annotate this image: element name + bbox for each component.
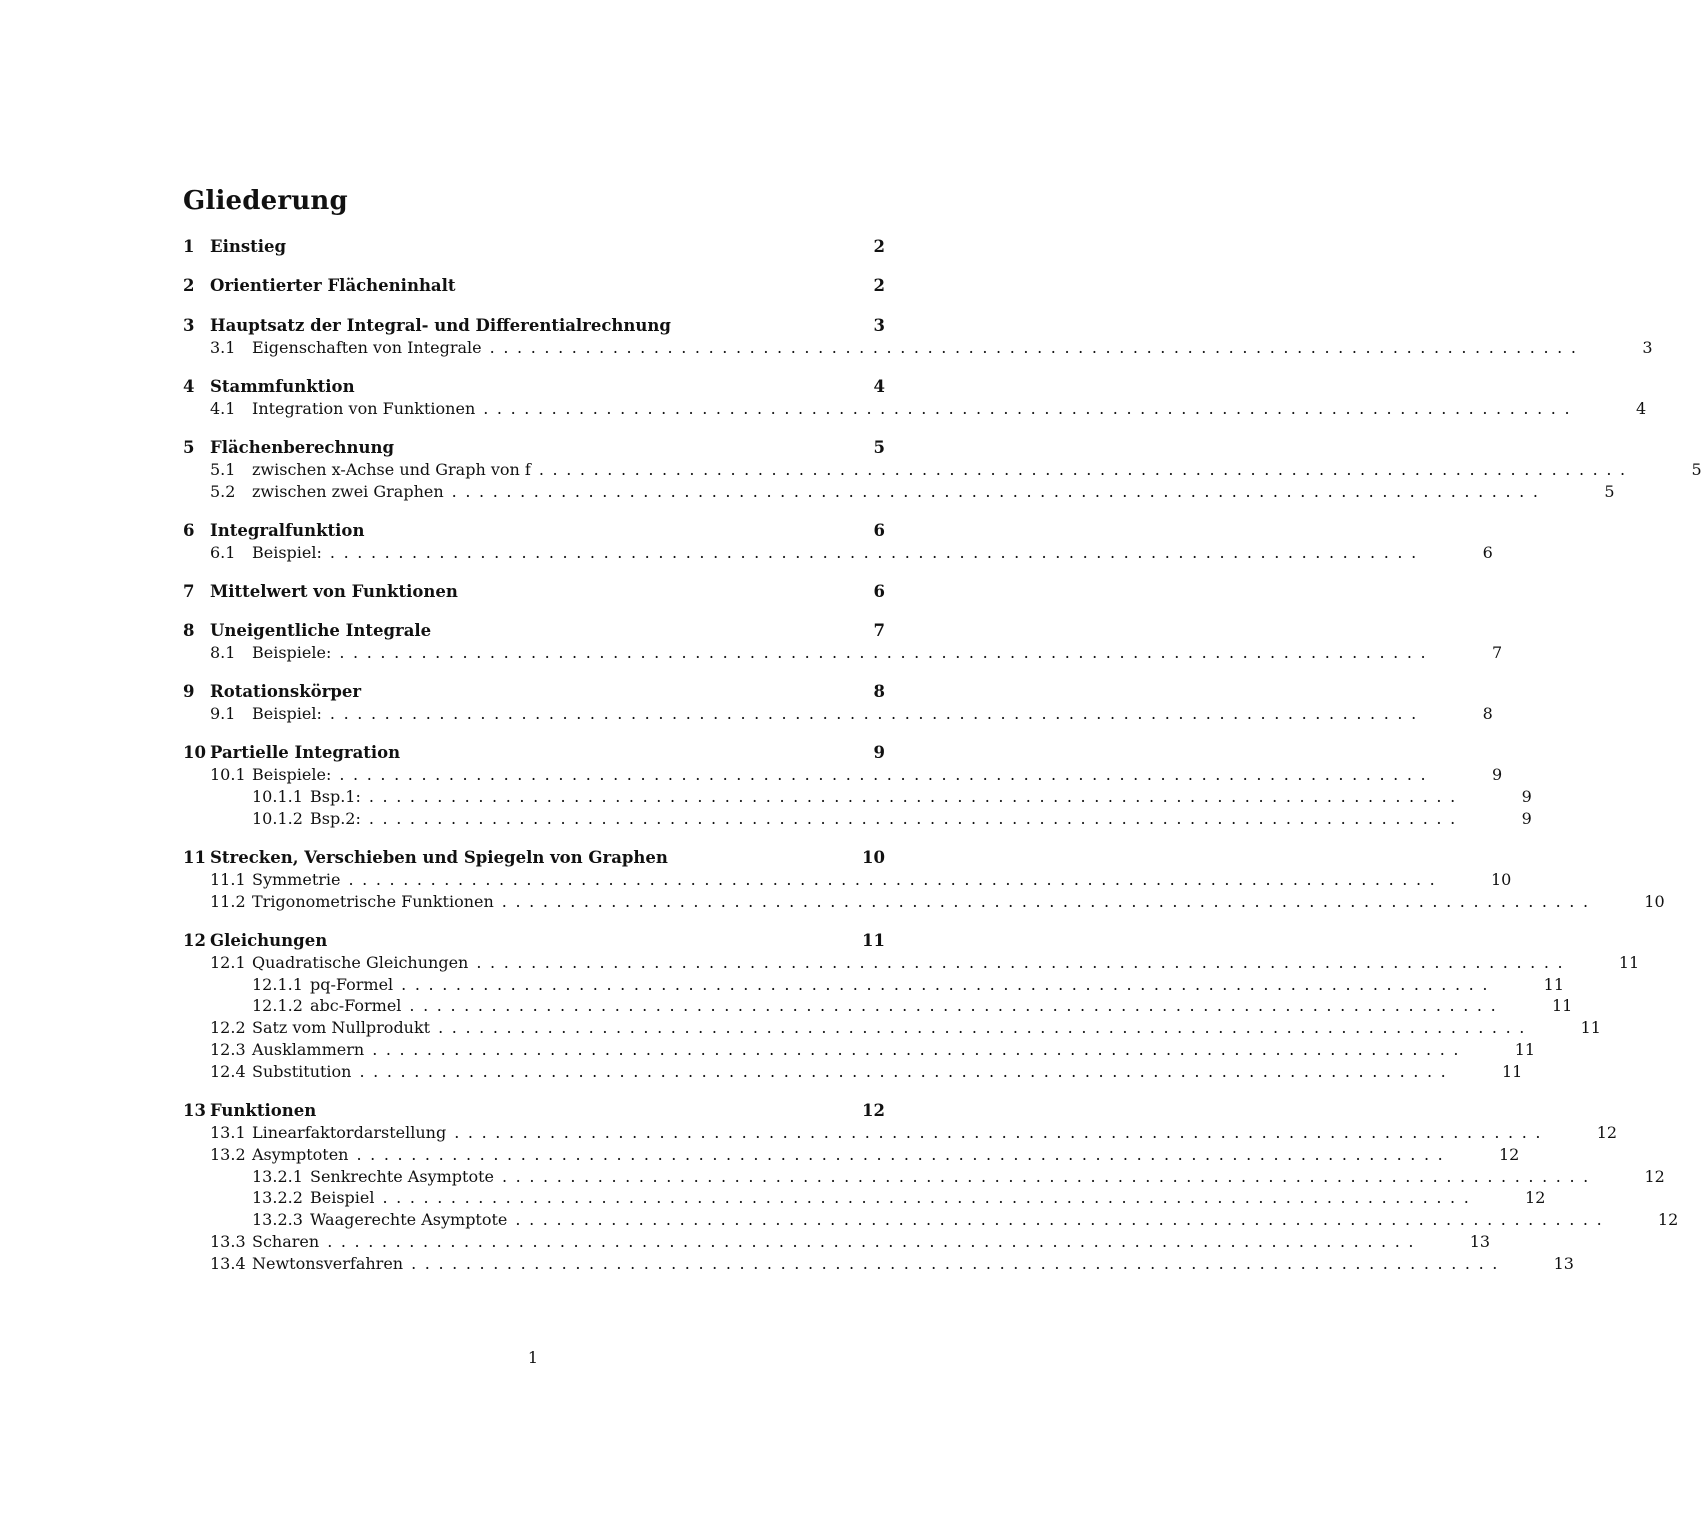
toc-subsection-title: pq-Formel (310, 974, 394, 994)
toc-subsection-title: Beispiel: (252, 704, 322, 724)
toc-gap (183, 502, 885, 519)
toc-section-1[interactable] (183, 236, 885, 258)
toc-subsection-13.2[interactable] (183, 1144, 1520, 1166)
toc-section-number: 1 (183, 237, 195, 256)
toc-section-title: Gleichungen (210, 930, 328, 950)
toc-subsection-number: 12.1 (210, 952, 246, 972)
toc-section-page: 2 (873, 237, 885, 256)
toc-subsection-number: 12.2 (210, 1018, 246, 1038)
toc-subsection-page: 13 (1469, 1231, 1491, 1251)
toc-dot-leader: ................................................................................ (339, 765, 1435, 785)
toc-section-title: Rotationskörper (210, 682, 362, 702)
toc-gap (183, 603, 885, 620)
toc-gap (183, 725, 885, 742)
toc-subsection-number: 10.1 (210, 765, 246, 785)
toc-section-title: Strecken, Verschieben und Spiegeln von Graphen (210, 847, 668, 867)
toc-section-number: 6 (183, 520, 195, 540)
toc-subsection-4.1[interactable] (183, 398, 1647, 420)
toc-section-number: 3 (183, 315, 195, 335)
toc-subsection-title: zwischen x-Achse und Graph von f (252, 459, 531, 479)
toc-subsection-3.1[interactable] (183, 337, 1653, 359)
toc-subsection-page: 10 (1644, 891, 1665, 911)
toc-section-number: 13 (183, 1100, 206, 1120)
toc-section-page: 7 (873, 621, 885, 641)
toc-section-10[interactable] (183, 742, 885, 764)
toc-heading: Gliederung (183, 186, 348, 216)
toc-dot-leader: ................................................................................ (327, 1231, 1423, 1251)
toc-subsection-number: 11.2 (210, 891, 246, 911)
toc-section-12[interactable] (183, 930, 885, 952)
toc-subsection-number: 9.1 (210, 704, 236, 724)
toc-gap (183, 1083, 885, 1100)
toc-section-number: 8 (183, 621, 195, 641)
toc-subsection-page: 13 (1553, 1253, 1574, 1273)
toc-dot-leader: ................................................................................ (359, 1061, 1455, 1081)
toc-subsection-title: zwischen zwei Graphen (252, 481, 444, 501)
toc-section-number: 7 (183, 581, 195, 601)
toc-subsection-number: 12.1.2 (252, 996, 303, 1016)
toc-section-title: Integralfunktion (210, 520, 365, 540)
toc-section-page: 2 (873, 276, 885, 296)
toc-subsection-page: 12 (1499, 1144, 1520, 1164)
toc-gap (183, 297, 885, 314)
toc-subsection-title: Senkrechte Asymptote (310, 1166, 494, 1186)
toc-subsection-number: 11.1 (210, 869, 246, 889)
toc-section-title: Orientierter Flächeninhalt (210, 276, 456, 296)
toc-subsection-13.3[interactable] (183, 1231, 1491, 1253)
toc-dot-leader: ................................................................................ (372, 1040, 1468, 1060)
toc-gap (183, 563, 885, 580)
toc-subsection-title: Symmetrie (252, 869, 341, 889)
toc-gap (183, 258, 885, 275)
toc-dot-leader: ................................................................................ (515, 1210, 1611, 1230)
toc-section-number: 5 (183, 437, 195, 457)
toc-section-title: Funktionen (210, 1100, 317, 1120)
toc-subsection-12.1[interactable] (183, 952, 1640, 974)
toc-dot-leader: ................................................................................ (356, 1144, 1452, 1164)
toc-subsection-page: 3 (1642, 337, 1653, 357)
toc-section-number: 11 (183, 847, 206, 867)
toc-dot-leader: ................................................................................ (483, 398, 1579, 418)
toc-subsection-number: 12.4 (210, 1061, 246, 1081)
toc-section-page: 8 (873, 682, 885, 702)
toc-subsection-13.1[interactable] (183, 1122, 1618, 1144)
toc-section-page: 11 (862, 930, 885, 950)
toc-subsection-title: Eigenschaften von Integrale (252, 337, 482, 357)
toc-section-page: 12 (862, 1100, 885, 1120)
toc-subsection-11.2[interactable] (183, 891, 1665, 913)
toc-subsection-9.1[interactable] (183, 703, 1493, 725)
toc-subsection-page: 11 (1618, 952, 1640, 972)
toc-subsection-number: 8.1 (210, 643, 236, 663)
toc-subsection-number: 10.1.2 (252, 808, 303, 828)
toc-section-number: 4 (183, 376, 195, 396)
toc-subsection-page: 4 (1635, 398, 1647, 418)
toc-subsection-title: Substitution (252, 1061, 352, 1081)
toc-subsection-13.2.2[interactable] (183, 1187, 1546, 1209)
toc-subsection-page: 9 (1521, 787, 1532, 807)
toc-subsection-page: 10 (1491, 869, 1512, 889)
toc-section-page: 9 (873, 743, 885, 763)
toc-subsection-page: 9 (1492, 765, 1503, 785)
table-of-contents (183, 236, 1702, 1274)
toc-subsection-10.1.2[interactable] (183, 808, 1532, 830)
toc-subsection-13.2.1[interactable] (183, 1166, 1665, 1188)
toc-section-page: 6 (873, 581, 885, 601)
toc-subsection-6.1[interactable] (183, 542, 1493, 564)
toc-subsection-13.2.3[interactable] (183, 1209, 1679, 1231)
toc-subsection-5.1[interactable] (183, 459, 1702, 481)
toc-subsection-title: Newtonsverfahren (252, 1253, 404, 1273)
toc-dot-leader: ................................................................................ (501, 1166, 1597, 1186)
toc-subsection-page: 5 (1604, 481, 1615, 501)
toc-subsection-10.1.1[interactable] (183, 786, 1532, 808)
toc-subsection-page: 6 (1482, 542, 1493, 562)
toc-section-11[interactable] (183, 847, 885, 869)
toc-subsection-number: 13.2.3 (252, 1210, 303, 1230)
toc-gap (183, 913, 885, 930)
toc-subsection-number: 13.3 (210, 1231, 246, 1251)
toc-subsection-12.1.2[interactable] (183, 995, 1573, 1017)
toc-section-page: 10 (862, 847, 885, 867)
toc-subsection-page: 5 (1691, 459, 1702, 479)
toc-gap (183, 830, 885, 847)
toc-section-page: 4 (873, 376, 885, 396)
toc-subsection-title: Ausklammern (252, 1040, 365, 1060)
toc-subsection-page: 11 (1543, 974, 1565, 994)
toc-subsection-page: 9 (1521, 808, 1532, 828)
toc-section-13[interactable] (183, 1100, 885, 1122)
toc-dot-leader: ................................................................................ (401, 974, 1497, 994)
toc-section-title: Uneigentliche Integrale (210, 621, 432, 641)
page-number: 1 (527, 1348, 539, 1367)
toc-subsection-12.3[interactable] (183, 1039, 1536, 1061)
toc-section-7[interactable] (183, 581, 885, 603)
toc-section-page: 5 (873, 437, 885, 457)
toc-subsection-title: Asymptoten (252, 1144, 349, 1164)
toc-section-8[interactable] (183, 620, 885, 642)
toc-section-4[interactable] (183, 376, 885, 398)
toc-section-number: 9 (183, 682, 195, 702)
toc-subsection-number: 5.1 (210, 459, 236, 479)
toc-subsection-page: 7 (1492, 643, 1503, 663)
toc-section-5[interactable] (183, 437, 885, 459)
toc-section-number: 10 (183, 743, 206, 763)
toc-dot-leader: ................................................................................ (451, 481, 1547, 501)
toc-subsection-page: 12 (1657, 1210, 1679, 1230)
toc-subsection-12.4[interactable] (183, 1061, 1523, 1083)
toc-dot-leader: ................................................................................ (476, 952, 1572, 972)
toc-subsection-page: 8 (1482, 704, 1493, 724)
toc-dot-leader: ................................................................................ (329, 704, 1425, 724)
toc-subsection-page: 11 (1551, 996, 1573, 1016)
toc-subsection-number: 10.1.1 (252, 787, 303, 807)
toc-section-9[interactable] (183, 681, 885, 703)
toc-subsection-5.2[interactable] (183, 481, 1615, 503)
toc-subsection-number: 12.3 (210, 1040, 246, 1060)
toc-gap (183, 664, 885, 681)
toc-dot-leader: ................................................................................ (368, 787, 1464, 807)
toc-section-number: 12 (183, 930, 206, 950)
toc-dot-leader: ................................................................................ (489, 337, 1585, 357)
toc-gap (183, 419, 885, 436)
toc-subsection-title: Beispiele: (252, 643, 332, 663)
toc-subsection-number: 13.2.1 (252, 1166, 303, 1186)
toc-subsection-number: 13.2 (210, 1144, 246, 1164)
toc-dot-leader: ................................................................................ (438, 1018, 1533, 1038)
toc-dot-leader: ................................................................................ (339, 643, 1435, 663)
toc-subsection-11.1[interactable] (183, 869, 1512, 891)
toc-subsection-page: 12 (1644, 1166, 1665, 1186)
toc-subsection-page: 12 (1525, 1188, 1546, 1208)
toc-subsection-number: 4.1 (210, 398, 236, 418)
toc-section-page: 3 (873, 315, 885, 335)
toc-subsection-title: Integration von Funktionen (252, 398, 476, 418)
toc-subsection-8.1[interactable] (183, 642, 1503, 664)
toc-subsection-title: Beispiele: (252, 765, 332, 785)
toc-dot-leader: ................................................................................ (501, 891, 1597, 911)
toc-section-title: Hauptsatz der Integral- und Differentialrechnung (210, 315, 671, 335)
toc-subsection-title: Waagerechte Asymptote (310, 1210, 508, 1230)
toc-subsection-page: 12 (1596, 1122, 1618, 1142)
toc-subsection-page: 11 (1580, 1018, 1601, 1038)
toc-dot-leader: ................................................................................ (382, 1188, 1478, 1208)
toc-section-2[interactable] (183, 275, 885, 297)
toc-section-3[interactable] (183, 315, 885, 337)
toc-subsection-title: Beispiel: (252, 542, 322, 562)
toc-subsection-number: 3.1 (210, 337, 236, 357)
toc-subsection-title: Bsp.2: (310, 808, 361, 828)
toc-subsection-12.2[interactable] (183, 1017, 1601, 1039)
toc-section-title: Stammfunktion (210, 376, 355, 396)
toc-subsection-13.4[interactable] (183, 1253, 1574, 1275)
toc-subsection-title: abc-Formel (310, 996, 402, 1016)
toc-dot-leader: ................................................................................ (348, 869, 1444, 889)
toc-subsection-10.1[interactable] (183, 764, 1503, 786)
toc-dot-leader: ................................................................................ (329, 542, 1425, 562)
toc-section-title: Einstieg (210, 237, 287, 256)
toc-subsection-title: Linearfaktordarstellung (252, 1122, 447, 1142)
toc-subsection-number: 13.2.2 (252, 1188, 303, 1208)
toc-subsection-number: 5.2 (210, 481, 236, 501)
toc-subsection-title: Quadratische Gleichungen (252, 952, 469, 972)
toc-subsection-title: Bsp.1: (310, 787, 361, 807)
toc-subsection-number: 13.4 (210, 1253, 246, 1273)
toc-dot-leader: ................................................................................ (368, 808, 1464, 828)
toc-subsection-title: Scharen (252, 1231, 320, 1251)
toc-dot-leader: ................................................................................ (409, 996, 1505, 1016)
toc-subsection-title: Trigonometrische Funktionen (252, 891, 494, 911)
toc-section-number: 2 (183, 276, 195, 296)
toc-subsection-number: 12.1.1 (252, 974, 303, 994)
toc-section-title: Mittelwert von Funktionen (210, 581, 458, 601)
toc-section-6[interactable] (183, 520, 885, 542)
toc-gap (183, 358, 885, 375)
toc-dot-leader: ................................................................................ (454, 1122, 1550, 1142)
toc-dot-leader: ................................................................................ (411, 1253, 1506, 1273)
toc-section-title: Flächenberechnung (210, 437, 395, 457)
toc-section-page: 6 (873, 520, 885, 540)
toc-dot-leader: ................................................................................ (538, 459, 1634, 479)
toc-subsection-12.1.1[interactable] (183, 974, 1565, 996)
toc-subsection-title: Satz vom Nullprodukt (252, 1018, 431, 1038)
toc-subsection-page: 11 (1502, 1061, 1523, 1081)
toc-subsection-page: 11 (1514, 1040, 1536, 1060)
toc-subsection-number: 6.1 (210, 542, 236, 562)
toc-subsection-title: Beispiel (310, 1188, 375, 1208)
toc-subsection-number: 13.1 (210, 1122, 246, 1142)
toc-section-title: Partielle Integration (210, 743, 401, 763)
